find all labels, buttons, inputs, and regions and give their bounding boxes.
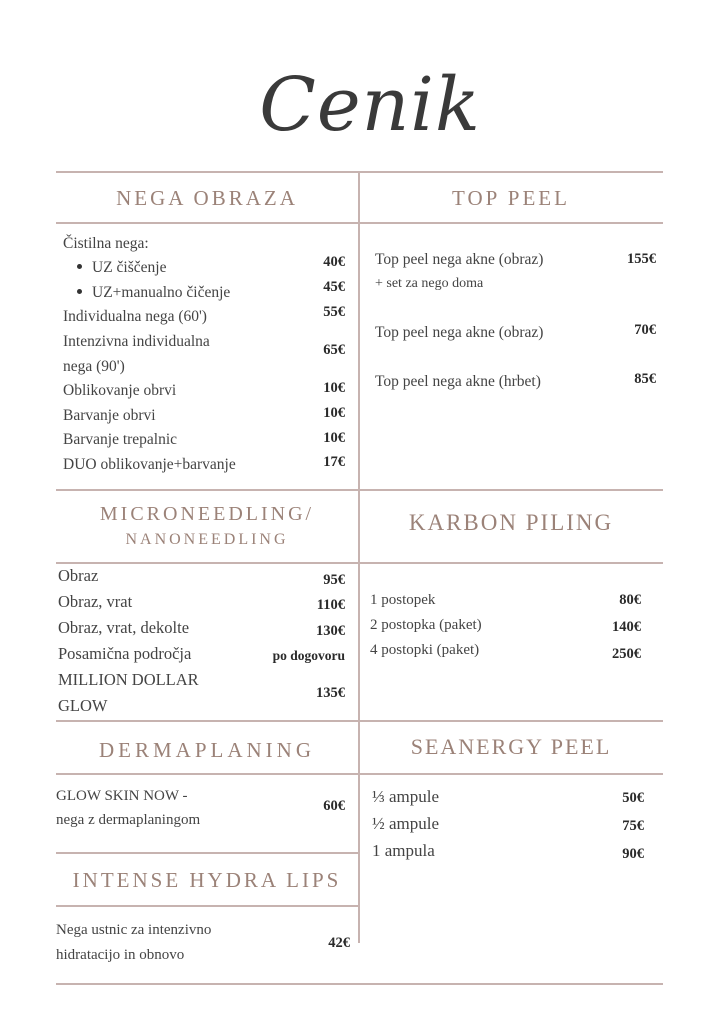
section-title-karbon-piling: KARBON PILING — [408, 510, 614, 535]
item-label: Intenzivna individualna — [63, 333, 210, 350]
item-label-cont: hidratacijo in obnovo — [56, 947, 185, 963]
item-price: 10€ — [323, 380, 345, 396]
item-label: UZ+manualno čičenje — [92, 284, 231, 301]
section-title-nega-obraza: NEGA OBRAZA — [116, 186, 298, 210]
item-label: DUO oblikovanje+barvanje — [63, 456, 236, 473]
item-label: 2 postopka (paket) — [370, 617, 482, 633]
item-price: 45€ — [323, 279, 345, 295]
item-price: 10€ — [323, 405, 345, 421]
item-price: 17€ — [323, 454, 345, 470]
item-label: 1 postopek — [370, 592, 436, 608]
divider — [56, 489, 663, 491]
list-item — [77, 281, 230, 305]
item-label: ⅓ ampule — [372, 787, 440, 806]
section-title-nanoneedling: NANONEEDLING — [125, 531, 289, 548]
item-price: 60€ — [323, 798, 345, 814]
item-label: 1 ampula — [372, 841, 435, 860]
item-label: MILLION DOLLAR — [58, 670, 199, 689]
bullet-icon — [77, 289, 82, 294]
item-label: UZ čiščenje — [92, 259, 167, 276]
divider — [56, 562, 663, 564]
divider — [56, 852, 358, 854]
item-label: Posamična področja — [58, 644, 192, 663]
item-label: Obraz, vrat, dekolte — [58, 618, 190, 637]
item-label: Top peel nega akne (obraz) — [375, 251, 544, 268]
item-price: 40€ — [323, 254, 345, 270]
item-price: 135€ — [316, 685, 345, 701]
item-price: 55€ — [323, 304, 345, 320]
item-label-cont: nega z dermaplaningom — [56, 812, 201, 828]
section-title-microneedling: MICRONEEDLING/ — [99, 503, 315, 525]
section-title-top-peel: TOP PEEL — [452, 186, 570, 210]
item-label: Individualna nega (60') — [63, 308, 207, 325]
item-price: 95€ — [323, 572, 345, 588]
item-price: 80€ — [619, 592, 641, 608]
item-price: 10€ — [323, 430, 345, 446]
item-price: po dogovoru — [272, 648, 345, 663]
item-label: Top peel nega akne (hrbet) — [375, 373, 541, 390]
item-label: 4 postopki (paket) — [370, 642, 480, 658]
item-label-cont: nega (90') — [63, 358, 125, 375]
item-price: 155€ — [627, 251, 656, 267]
item-price: 42€ — [328, 935, 350, 951]
item-label: GLOW SKIN NOW - — [56, 788, 188, 804]
section-title-seanergy-peel: SEANERGY PEEL — [410, 734, 612, 759]
item-price: 90€ — [622, 846, 644, 862]
item-label: Obraz — [58, 566, 99, 585]
section-title-dermaplaning: DERMAPLANING — [99, 738, 315, 762]
item-label-cont: + set za nego doma — [375, 276, 484, 291]
item-label: Nega ustnic za intenzivno — [56, 922, 212, 938]
divider — [56, 905, 358, 907]
item-price: 250€ — [612, 646, 641, 662]
item-label: Top peel nega akne (obraz) — [375, 324, 544, 341]
item-label: Obraz, vrat — [58, 592, 133, 611]
divider — [56, 171, 663, 173]
item-price: 75€ — [622, 818, 644, 834]
divider — [56, 222, 663, 224]
item-price: 50€ — [622, 790, 644, 806]
divider — [56, 983, 663, 985]
item-label-cont: GLOW — [58, 696, 108, 715]
divider — [56, 773, 663, 775]
column-divider — [358, 171, 360, 943]
item-price: 85€ — [634, 371, 656, 387]
item-price: 130€ — [316, 623, 345, 639]
section-title-intense-hydra-lips: INTENSE HYDRA LIPS — [72, 868, 342, 892]
item-price: 110€ — [316, 597, 345, 613]
item-label: Oblikovanje obrvi — [63, 382, 177, 399]
group-label: Čistilna nega: — [63, 235, 149, 252]
item-price: 140€ — [612, 619, 641, 635]
list-item — [77, 256, 166, 280]
item-label: Barvanje trepalnic — [63, 431, 178, 448]
page-title-text: Cenik — [259, 62, 481, 148]
item-price: 65€ — [323, 342, 345, 358]
bullet-icon — [77, 264, 82, 269]
item-price: 70€ — [634, 322, 656, 338]
page-title — [240, 40, 500, 170]
item-label: ½ ampule — [372, 814, 440, 833]
divider — [56, 720, 663, 722]
item-label: Barvanje obrvi — [63, 407, 156, 424]
